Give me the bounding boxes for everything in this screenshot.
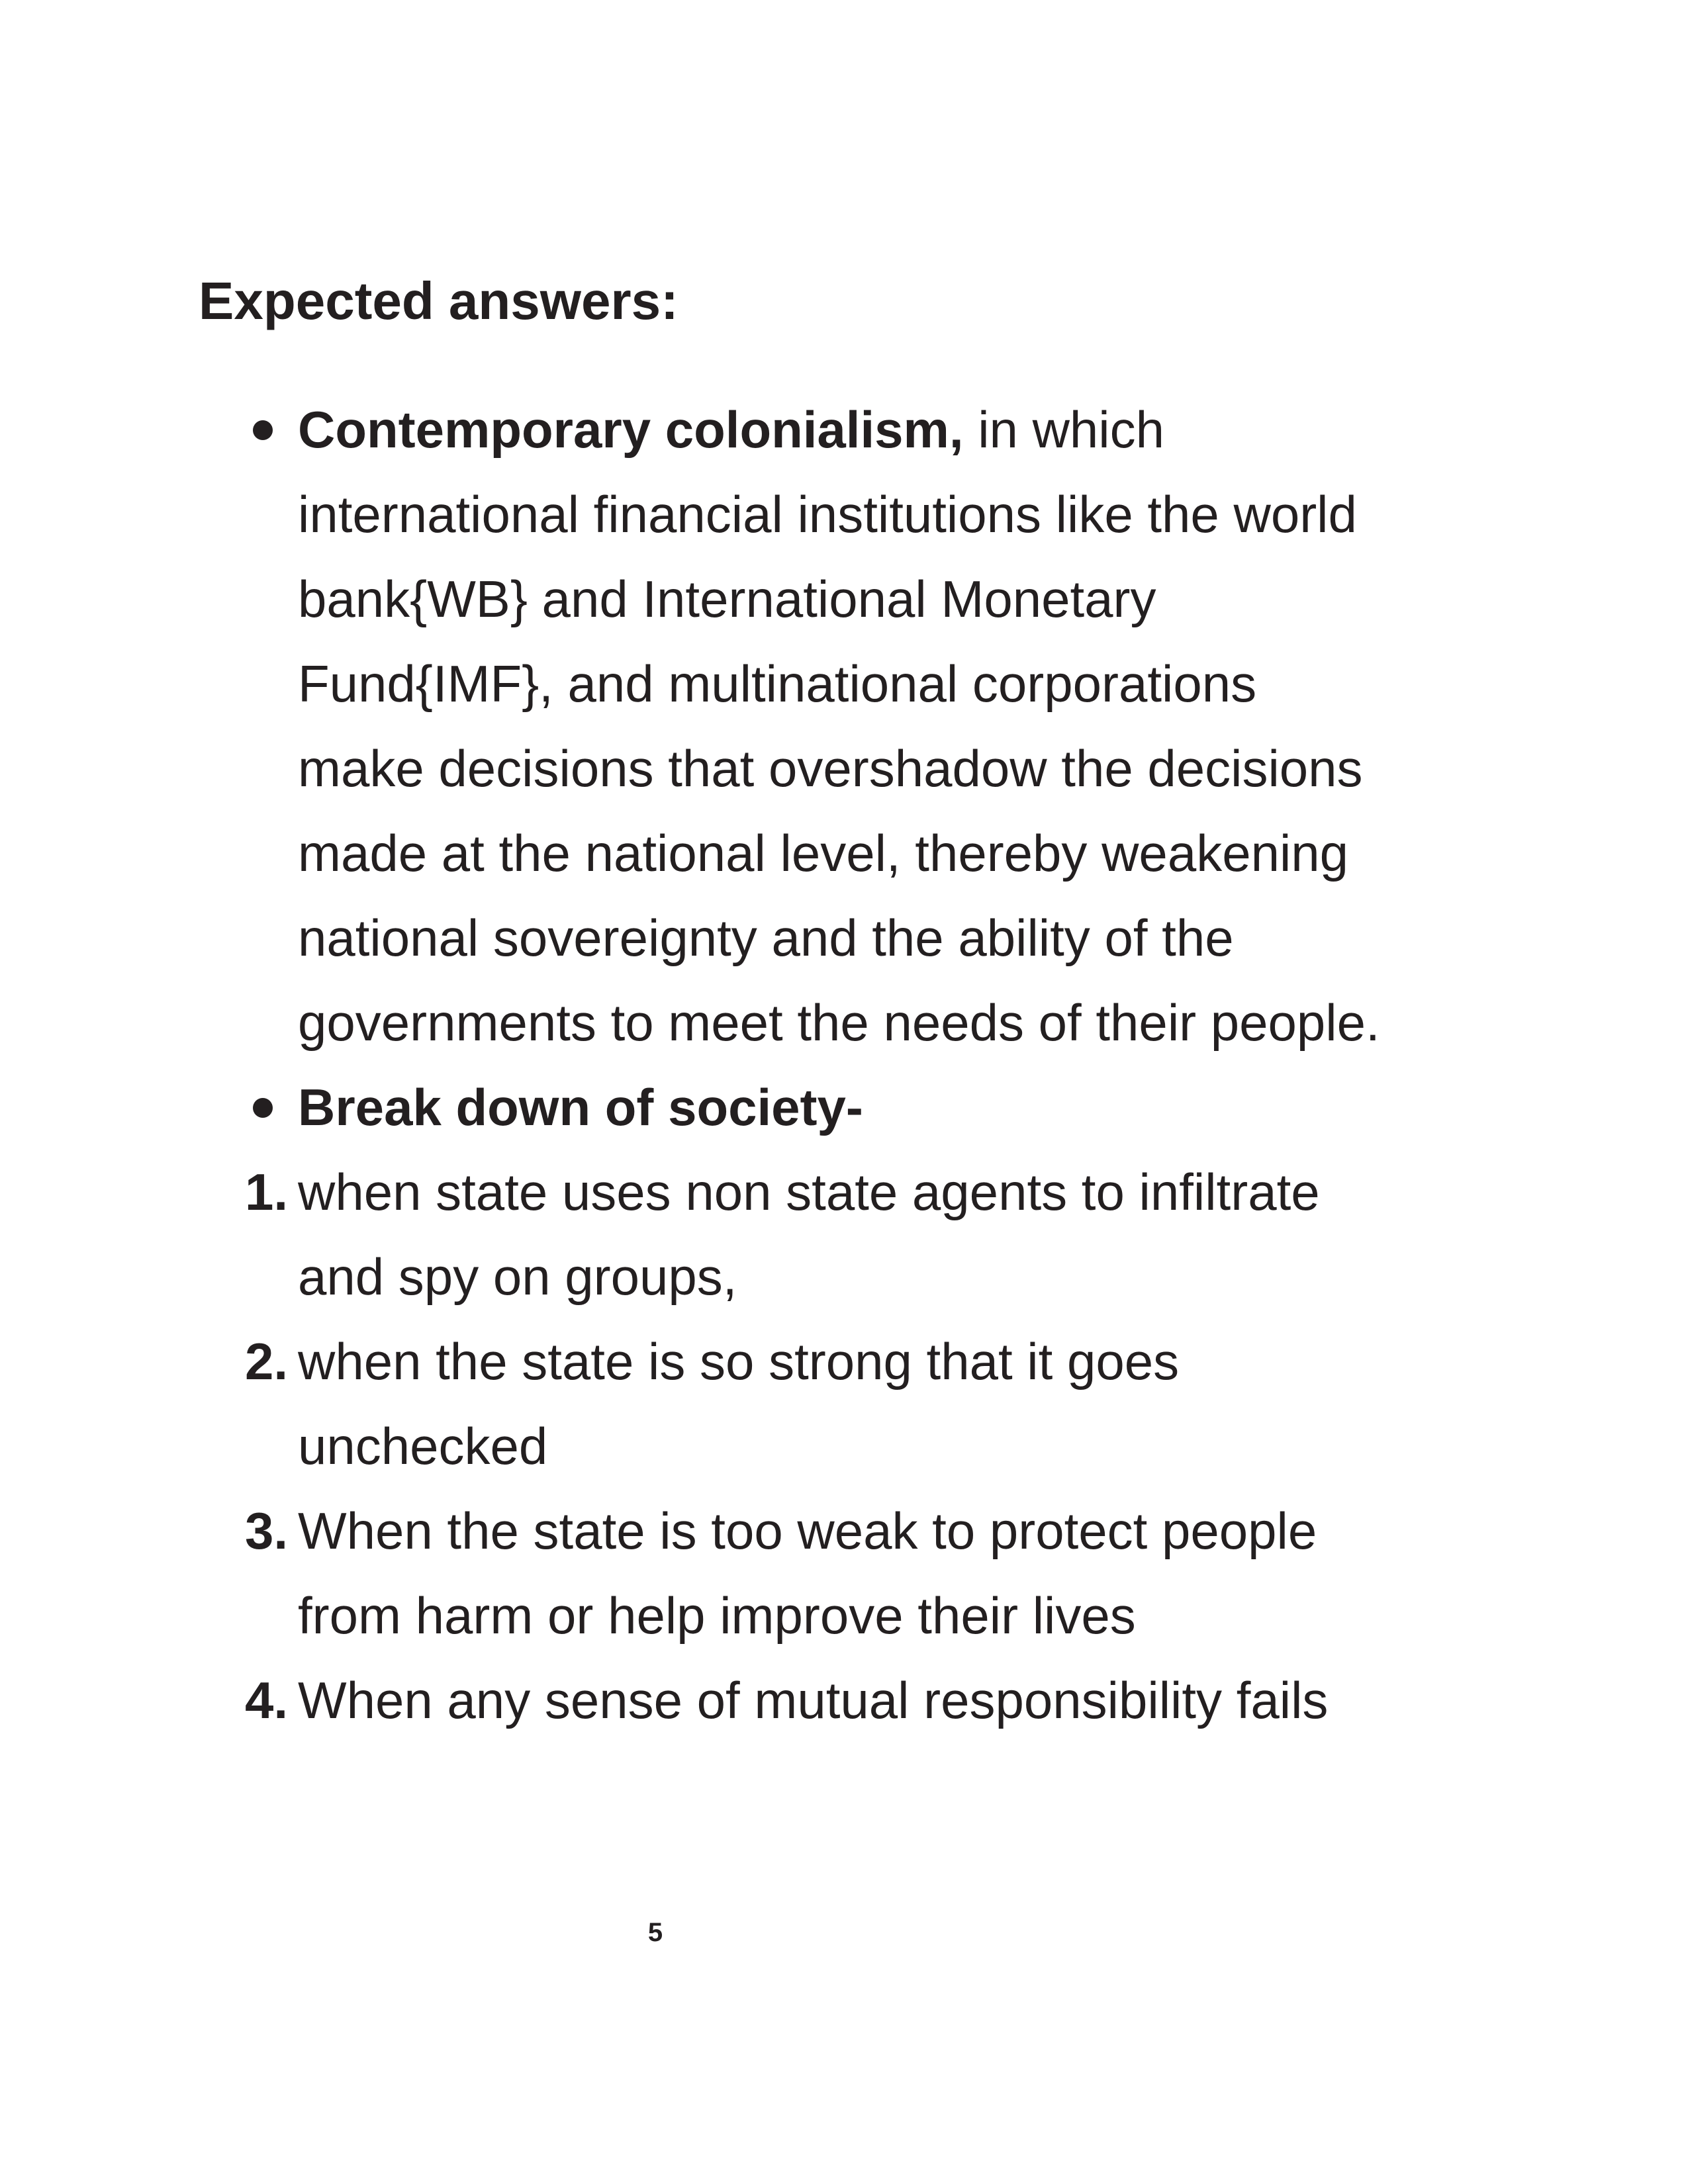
bullet-line-text: Fund{IMF}, and multinational corporations (298, 655, 1257, 713)
bullet-icon (238, 1065, 298, 1150)
bullet-line-text: made at the national level, thereby weakening (298, 824, 1349, 882)
numbered-line-text: and spy on groups, (298, 1248, 737, 1306)
page-number: 5 (647, 1918, 663, 1947)
numbered-line-text: when state uses non state agents to infiltrate (298, 1163, 1320, 1221)
bullet-line-text: in which (963, 400, 1165, 459)
section-heading: Expected answers: (199, 271, 679, 330)
numbered-line-text: unchecked (298, 1417, 548, 1475)
item-number: 4. (245, 1671, 289, 1729)
item-number: 2. (245, 1332, 289, 1390)
numbered-item (238, 1658, 1509, 1743)
answer-list (238, 387, 1509, 1743)
numbered-item (238, 1150, 1509, 1319)
numbered-item (238, 1488, 1509, 1658)
item-number: 1. (245, 1163, 289, 1221)
bullet-bold-term: Contemporary colonialism, (298, 400, 964, 459)
bullet-bold-term: Break down of society- (298, 1078, 863, 1136)
numbered-line-text: When any sense of mutual responsibility fails (298, 1671, 1329, 1729)
bullet-icon (238, 387, 298, 472)
numbered-item (238, 1319, 1509, 1488)
bullet-line-text: bank{WB} and International Monetary (298, 570, 1156, 628)
bullet-first-line (298, 387, 1509, 472)
bullet-line-text: national sovereignty and the ability of the (298, 909, 1234, 967)
bullet-line-text: international financial institutions like the world (298, 485, 1357, 543)
numbered-line-text: when the state is so strong that it goes (298, 1332, 1180, 1390)
bullet-line-text: make decisions that overshadow the decisions (298, 739, 1363, 797)
bullet-line-text: governments to meet the needs of their people. (298, 993, 1380, 1052)
bullet-item-break-down-of-society (238, 1065, 1509, 1150)
numbered-line-text: When the state is too weak to protect people (298, 1502, 1317, 1560)
numbered-line-text: from harm or help improve their lives (298, 1586, 1136, 1645)
item-number: 3. (245, 1502, 289, 1560)
bullet-item-contemporary-colonialism (238, 387, 1509, 1065)
